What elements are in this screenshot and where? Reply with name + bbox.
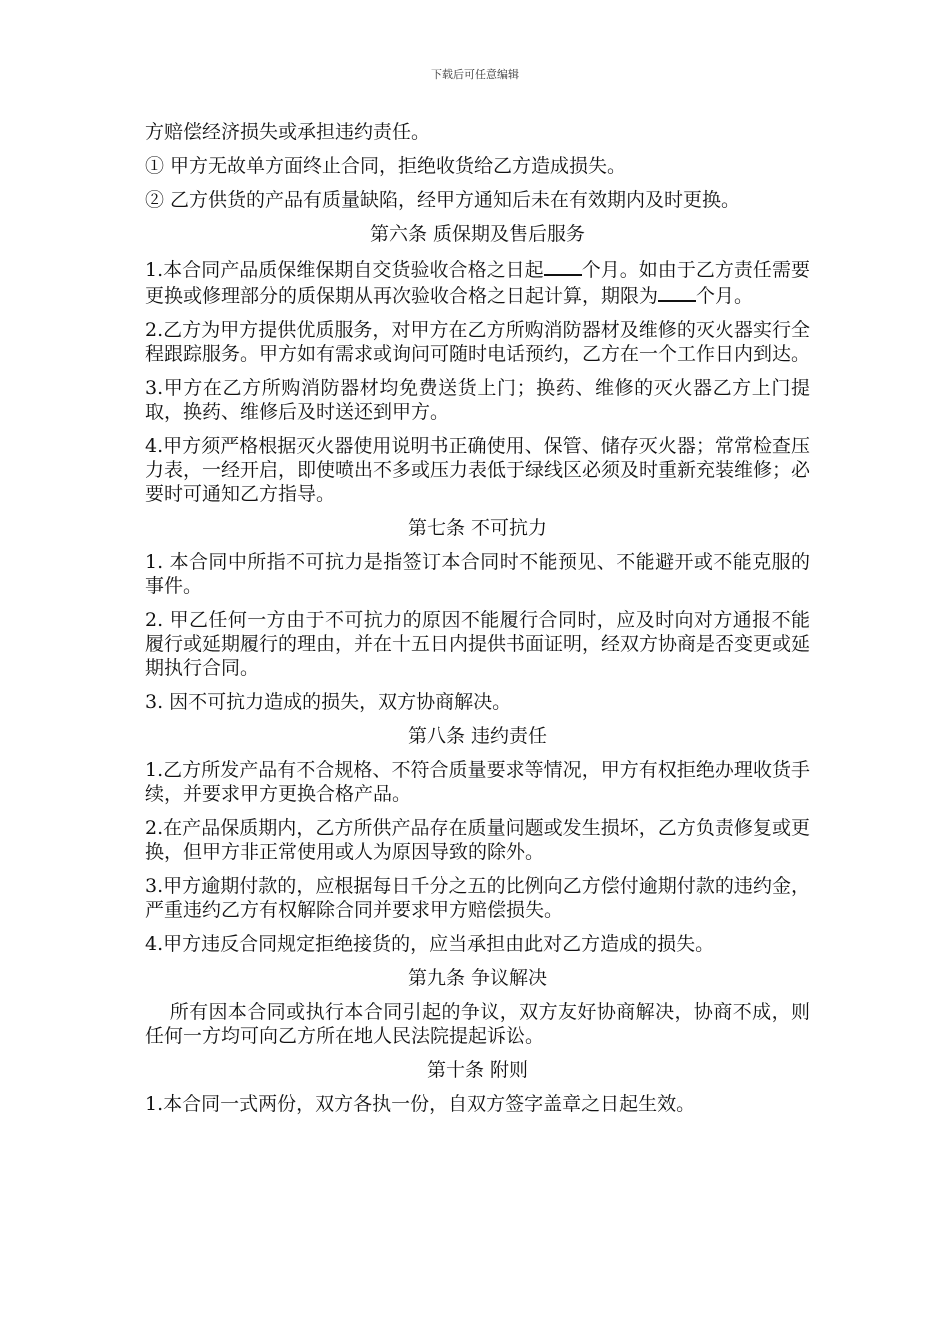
article6-heading: 第六条 质保期及售后服务	[369, 223, 586, 245]
article6-clause-1-part-c: 个月。	[696, 285, 754, 307]
article8-clause-1: 1.乙方所发产品有不合规格、不符合质量要求等情况，甲方有权拒绝办理收货手续，并要求甲方更换合格产品。	[145, 759, 810, 805]
article9-clause-1: 所有因本合同或执行本合同引起的争议，双方友好协商解决，协商不成，则任何一方均可向乙方所在地人民法院提起诉讼。	[145, 1001, 810, 1047]
months-blank-1	[544, 256, 582, 276]
article8-clause-2: 2.在产品保质期内，乙方所供产品存在质量问题或发生损坏，乙方负责修复或更换，但甲方非正常使用或人为原因导致的除外。	[145, 817, 810, 863]
article6-clause-2: 2.乙方为甲方提供优质服务，对甲方在乙方所购消防器材及维修的灭火器实行全程跟踪服务。甲方如有需求或询问可随时电话预约，乙方在一个工作日内到达。	[145, 319, 811, 365]
article6-clause-1	[145, 256, 810, 308]
article9-heading: 第九条 争议解决	[407, 967, 548, 989]
article8-heading: 第八条 违约责任	[407, 725, 548, 747]
article8-clause-3: 3.甲方逾期付款的，应根据每日千分之五的比例向乙方偿付逾期付款的违约金，严重违约乙方有权解除合同并要求甲方赔偿损失。	[145, 875, 810, 921]
article6-clause-4: 4.甲方须严格根据灭火器使用说明书正确使用、保管、储存灭火器；常常检查压力表，一经开启，即使喷出不多或压力表低于绿线区必须及时重新充装维修；必要时可通知乙方指导。	[145, 435, 811, 505]
article6-clause-1-part-b: 个月。如由于乙方责任需要更换或修理部分的质保期从再次验收合格之日起计算，期限为	[145, 259, 810, 307]
article8-clause-4: 4.甲方违反合同规定拒绝接货的，应当承担由此对乙方造成的损失。	[145, 933, 715, 955]
article5-item-2: ② 乙方供货的产品有质量缺陷，经甲方通知后未在有效期内及时更换。	[145, 189, 741, 211]
article7-clause-3: 3. 因不可抗力造成的损失，双方协商解决。	[145, 691, 512, 713]
article6-clause-1-part-a: 1.本合同产品质保维保期自交货验收合格之日起	[145, 259, 544, 281]
article7-clause-1: 1. 本合同中所指不可抗力是指签订本合同时不能预见、不能避开或不能克服的事件。	[145, 551, 810, 597]
document-body	[145, 120, 810, 1126]
page-header-note: 下载后可任意编辑	[431, 68, 519, 81]
article7-heading: 第七条 不可抗力	[407, 517, 548, 539]
article10-heading: 第十条 附则	[426, 1059, 529, 1081]
article7-clause-2: 2. 甲乙任何一方由于不可抗力的原因不能履行合同时，应及时向对方通报不能履行或延期履行的理由，并在十五日内提供书面证明，经双方协商是否变更或延期执行合同。	[145, 609, 811, 679]
article5-item-1: ① 甲方无故单方面终止合同，拒绝收货给乙方造成损失。	[145, 155, 627, 177]
article5-tail-paragraph: 方赔偿经济损失或承担违约责任。	[145, 121, 431, 143]
article6-clause-3: 3.甲方在乙方所购消防器材均免费送货上门；换药、维修的灭火器乙方上门提取，换药、维修后及时送还到甲方。	[145, 377, 810, 423]
months-blank-2	[658, 282, 696, 302]
article10-clause-1: 1.本合同一式两份，双方各执一份，自双方签字盖章之日起生效。	[145, 1093, 696, 1115]
